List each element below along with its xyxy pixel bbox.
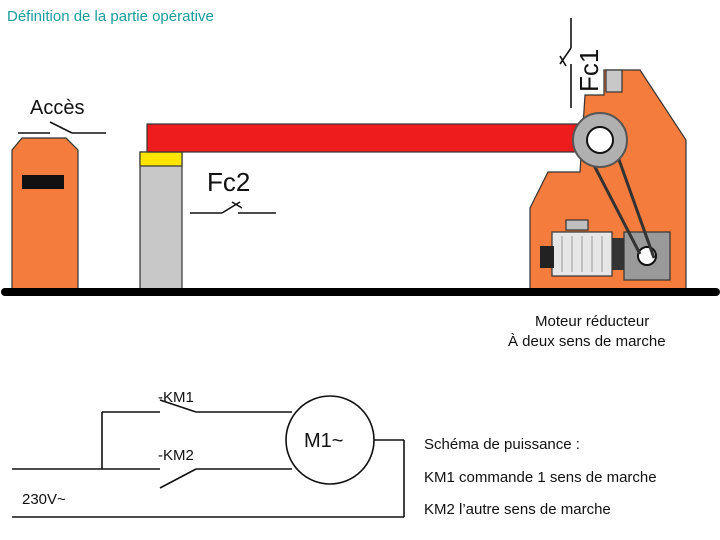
barrier-boom [147,124,602,152]
acces-switch-symbol [18,122,106,133]
km1-label: -KM1 [158,389,194,406]
power-schematic [12,396,404,517]
km2-label: -KM2 [158,447,194,464]
motor-caption-line2: À deux sens de marche [508,333,666,350]
legend-km1: KM1 commande 1 sens de marche [424,469,657,486]
motor-caption-line1: Moteur réducteur [535,313,650,330]
acces-label: Accès [30,97,85,119]
fc2-switch-symbol [190,202,276,213]
access-terminal [12,138,78,290]
diagram-title: Définition de la partie opérative [7,8,214,25]
barrier-post [140,152,182,290]
fc1-label: Fc1 [574,48,604,92]
motor-symbol-label: M1~ [304,430,344,452]
supply-label: 230V~ [22,491,66,508]
fc2-label: Fc2 [207,167,251,197]
legend-title: Schéma de puissance : [424,436,580,453]
legend-km2: KM2 l’autre sens de marche [424,501,611,518]
fc1-switch-symbol [560,18,571,108]
